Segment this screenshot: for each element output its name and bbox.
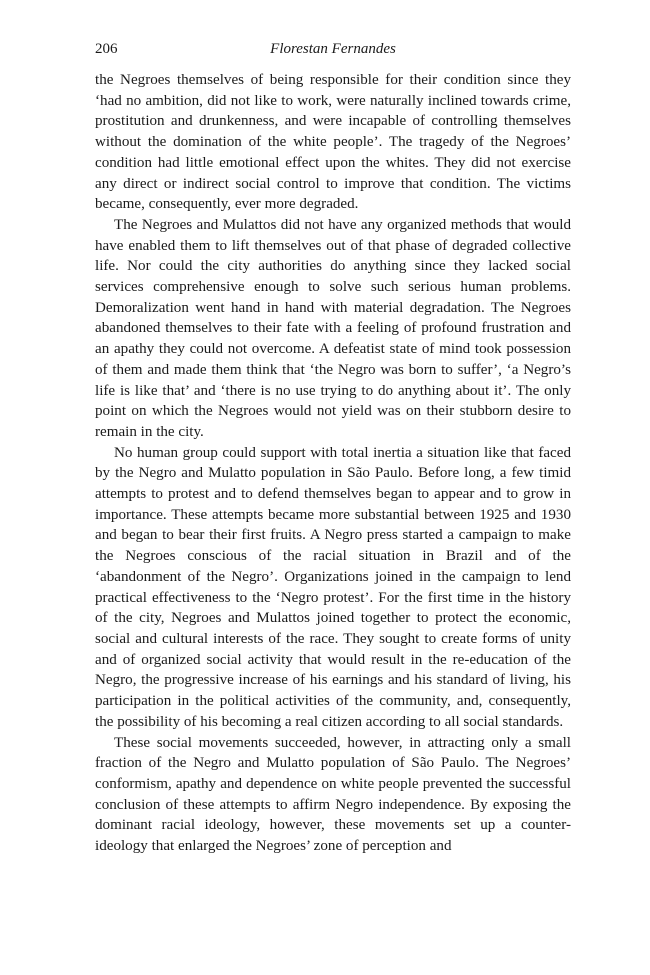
book-page bbox=[95, 36, 571, 857]
body-text bbox=[95, 70, 571, 857]
paragraph: The Negroes and Mulattos did not have any organized methods that would have enabled them to lift themselves out of that phase of degraded collective life. Nor could the city authorities do anything since they lacked social services comprehensive enough to solve such serious human problems. Demoralization went hand in hand with material degradation. The Negroes abandoned themselves to their fate with a feeling of profound frustration and an apathy they could not overcome. A defeatist state of mind took possession of them and made them think that ‘the Negro was born to suffer’, ‘a Negro’s life is like that’ and ‘there is no use trying to do anything about it’. The only point on which the Negroes would not yield was on their stubborn desire to remain in the city. bbox=[95, 216, 571, 440]
page-number: 206 bbox=[95, 41, 118, 57]
running-head bbox=[95, 36, 571, 62]
paragraph: No human group could support with total inertia a situation like that faced by the Negro and Mulatto population in São Paulo. Before long, a few timid attempts to protest and to defend themselves began to appear and to grow in importance. These attempts became more substantial between 1925 and 1930 and began to bear their first fruits. A Negro press started a campaign to make the Negroes conscious of the racial situation in Brazil and of the ‘abandonment of the Negro’. Organizations joined in the campaign to lend practical effectiveness to the ‘Negro protest’. For the first time in the history of the city, Negroes and Mulattos joined together to protect the economic, social and cultural interests of the race. They sought to create forms of unity and of organized social activity that would result in the re-education of the Negro, the progressive increase of his earnings and his standard of living, his participation in the political activities of the community, and, consequently, the possibility of his becoming a real citizen according to all social standards. bbox=[95, 444, 571, 730]
paragraph-continued: the Negroes themselves of being responsible for their condition since they ‘had no ambition, did not like to work, were naturally inclined towards crime, prostitution and drunkenness, and were incapable of controlling themselves without the domination of the white people’. The tragedy of the Negroes’ condition had little emotional effect upon the whites. They did not exercise any direct or indirect social control to improve that condition. The victims became, consequently, ever more degraded. bbox=[95, 72, 571, 213]
paragraph: These social movements succeeded, however, in attracting only a small fraction of the Negro and Mulatto population of São Paulo. The Negroes’ conformism, apathy and dependence on white people prevented the successful conclusion of these attempts to affirm Negro independence. By exposing the dominant racial ideology, however, these movements set up a counter-ideology that enlarged the Negroes’ zone of perception and bbox=[95, 734, 571, 855]
running-title: Florestan Fernandes bbox=[270, 41, 396, 57]
